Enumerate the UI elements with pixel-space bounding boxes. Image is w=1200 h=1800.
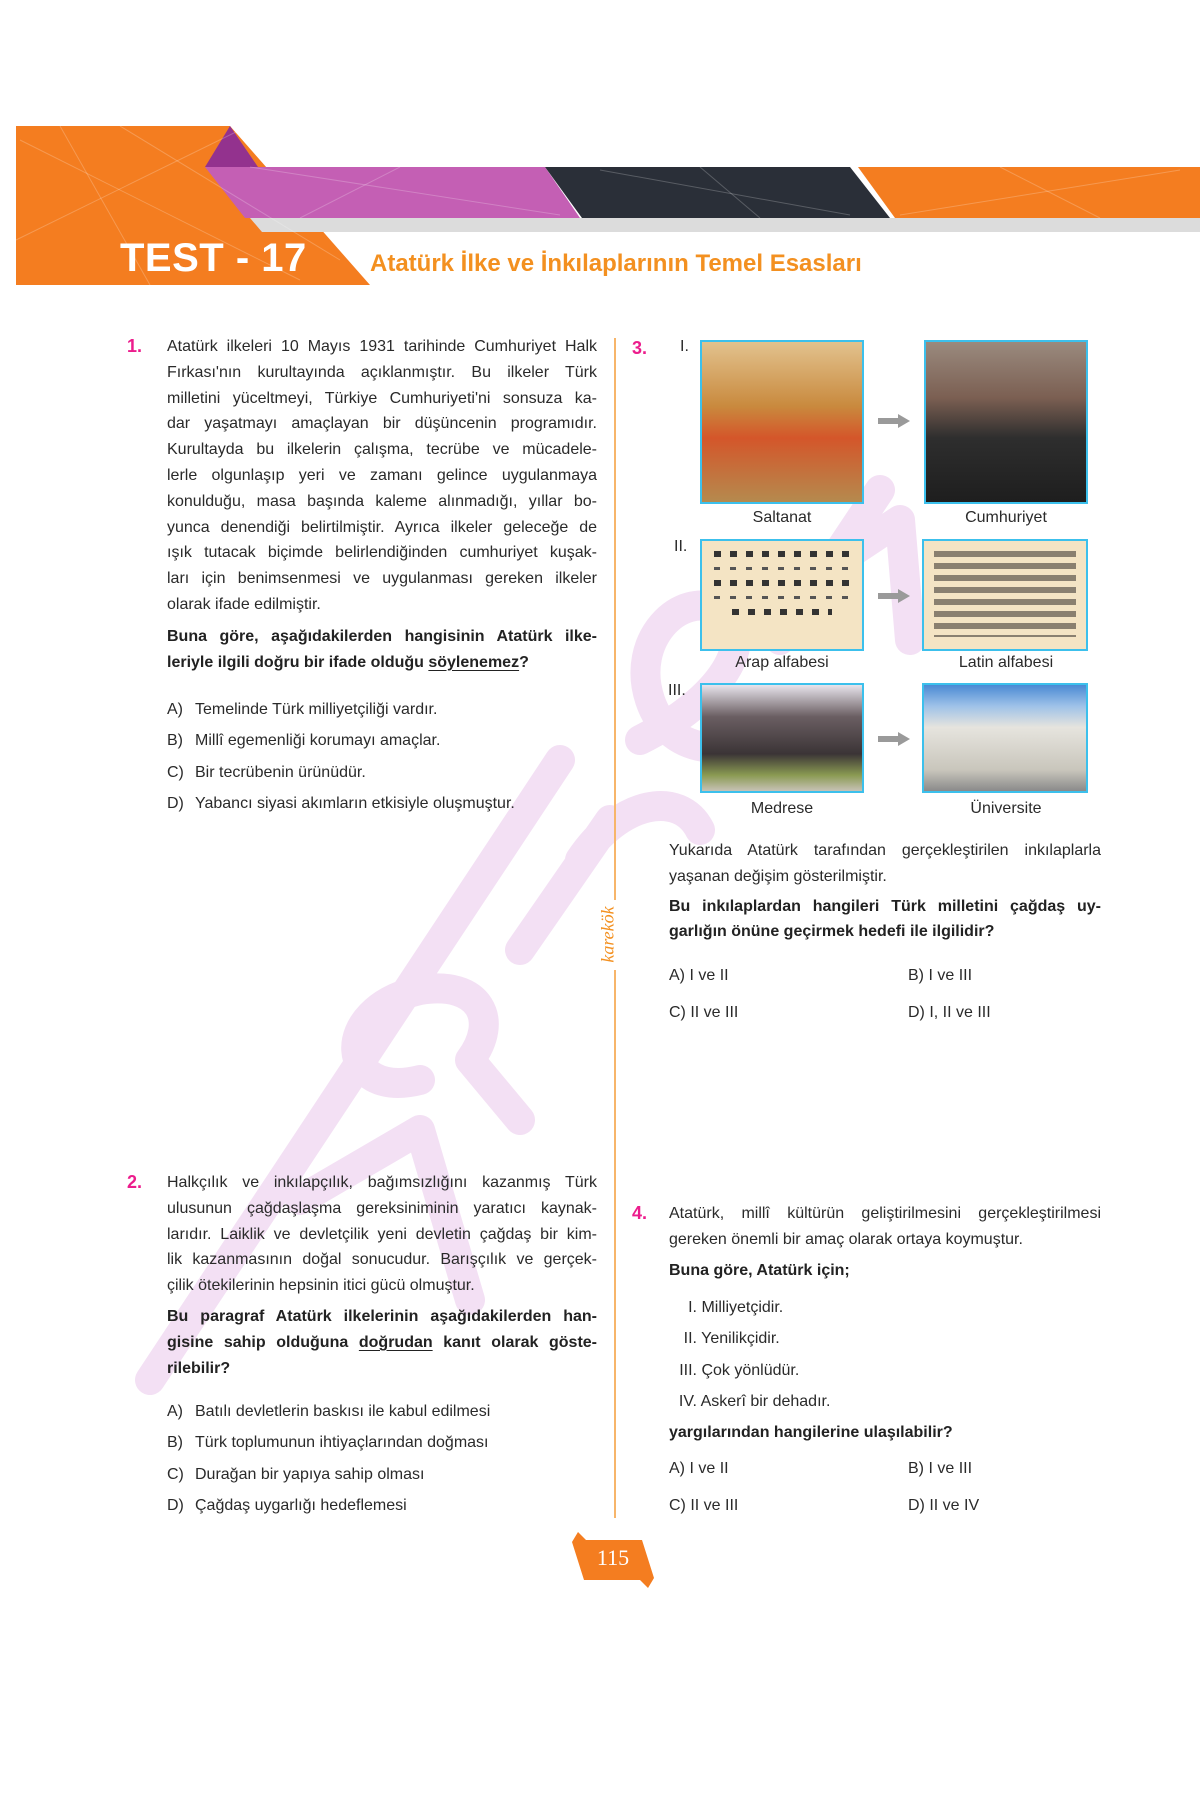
option-letter: D) bbox=[908, 1004, 925, 1021]
q2-question-text: kanıt olarak göste- bbox=[432, 1333, 597, 1351]
option-b[interactable] bbox=[167, 1427, 490, 1458]
q1-line: Kurultayda bu ilkelerin çalışma, tecrübe ve mücadele- bbox=[167, 441, 597, 459]
option-text: II ve III bbox=[690, 1497, 739, 1514]
option-a[interactable] bbox=[167, 1396, 490, 1427]
option-text: I ve II bbox=[689, 967, 729, 984]
statement bbox=[669, 1323, 953, 1354]
q1-question bbox=[167, 650, 597, 676]
universite-image bbox=[922, 683, 1088, 793]
option-letter: A) bbox=[167, 701, 183, 718]
q4-line: gereken önemli bir amaç olarak ortaya koymuştur. bbox=[669, 1230, 1023, 1248]
q3-question: Bu inkılaplardan hangileri Türk milletini çağdaş uy- bbox=[669, 897, 1101, 915]
test-subtitle: Atatürk İlke ve İnkılaplarının Temel Esasları bbox=[370, 250, 862, 277]
option-text: I ve III bbox=[928, 1460, 973, 1477]
q2-line: Halkçılık ve inkılapçılık, bağımsızlığını kazanmış Türk bbox=[167, 1174, 597, 1191]
question-2 bbox=[167, 1170, 597, 1381]
q1-line: yunca denendiği belirtilmiştir. Ayrıca ilkeler geleceğe de bbox=[167, 518, 597, 536]
option-letter: A) bbox=[669, 1460, 685, 1477]
option-letter: C) bbox=[669, 1004, 686, 1021]
q1-line: Fırkası'nın kurultayında açıklanmıştır. Bu ilkeler Türk bbox=[167, 363, 597, 381]
q1-line: dar yaşatmayı amaçlayan bir düşüncenin programıdır. bbox=[167, 415, 597, 433]
question-number: 3. bbox=[632, 338, 648, 358]
option-d[interactable] bbox=[167, 1490, 490, 1521]
option-b[interactable] bbox=[908, 967, 972, 985]
statement-text: Çok yönlüdür. bbox=[701, 1361, 800, 1379]
q2-question-text: gisine sahip olduğuna bbox=[167, 1333, 359, 1351]
question-number: 2. bbox=[127, 1172, 143, 1192]
option-letter: B) bbox=[908, 967, 924, 984]
option-letter: B) bbox=[908, 1460, 924, 1477]
option-letter: D) bbox=[908, 1497, 925, 1514]
q2-question bbox=[167, 1330, 597, 1356]
q2-options bbox=[167, 1396, 490, 1521]
statement bbox=[669, 1355, 953, 1386]
arap-alfabesi-image bbox=[700, 539, 864, 651]
arrow-right-icon bbox=[878, 414, 910, 428]
image-caption: Arap alfabesi bbox=[735, 654, 829, 671]
option-letter: C) bbox=[167, 1465, 184, 1483]
statement-numeral: III. bbox=[679, 1361, 697, 1379]
q2-line: larıdır. Laiklik ve devletçilik yeni devletin çağdaş bir kim- bbox=[167, 1225, 597, 1243]
q4-lead: Buna göre, Atatürk için; bbox=[669, 1261, 850, 1279]
q1-line: olarak ifade edilmiştir. bbox=[167, 595, 321, 613]
q2-line: çilik ötekilerinin hepsinin itici gücü olmuştur. bbox=[167, 1277, 475, 1295]
option-c[interactable] bbox=[167, 757, 515, 788]
option-letter: C) bbox=[167, 763, 184, 781]
q3-line: Yukarıda Atatürk tarafından gerçekleştirilen inkılaplarla bbox=[669, 842, 1101, 859]
roman-numeral: II. bbox=[674, 538, 688, 555]
option-text: Bir tecrübenin ürünüdür. bbox=[195, 763, 366, 781]
option-letter: B) bbox=[167, 732, 183, 750]
q1-line: ışık tutacak biçimde belirlendiğinden cumhuriyet kuşak- bbox=[167, 544, 597, 562]
option-text: Türk toplumunun ihtiyaçlarından doğması bbox=[195, 1434, 489, 1452]
statement-numeral: IV. bbox=[678, 1392, 697, 1410]
option-text: Çağdaş uygarlığı hedeflemesi bbox=[195, 1496, 407, 1514]
roman-numeral: I. bbox=[680, 338, 689, 355]
option-text: Durağan bir yapıya sahip olması bbox=[195, 1465, 425, 1483]
page-number: 115 bbox=[596, 1545, 630, 1570]
q1-options bbox=[167, 694, 515, 819]
q2-question: rilebilir? bbox=[167, 1359, 231, 1377]
statement-text: Yenilikçidir. bbox=[701, 1330, 780, 1348]
option-a[interactable] bbox=[669, 967, 729, 985]
option-d[interactable] bbox=[167, 788, 515, 819]
option-text: Millî egemenliği korumayı amaçlar. bbox=[195, 732, 441, 750]
cumhuriyet-image bbox=[924, 340, 1088, 504]
question-3 bbox=[669, 838, 1101, 945]
option-d[interactable] bbox=[908, 1004, 991, 1022]
q1-line: milletini yüceltmeyi, Türkiye Cumhuriyeti'ni sonsuza ka- bbox=[167, 389, 597, 407]
statement-numeral: II. bbox=[683, 1330, 697, 1348]
option-text: Yabancı siyasi akımların etkisiyle oluşmuştur. bbox=[195, 794, 515, 812]
option-letter: A) bbox=[669, 967, 685, 984]
image-caption: Saltanat bbox=[752, 509, 812, 526]
q2-question-emphasis: doğrudan bbox=[358, 1333, 433, 1351]
q1-line: konulduğu, masa başında kaleme alınmadığı, yıllar bo- bbox=[167, 492, 597, 510]
medrese-image bbox=[700, 683, 864, 793]
saltanat-image bbox=[700, 340, 864, 504]
q1-question: Buna göre, aşağıdakilerden hangisinin Atatürk ilke- bbox=[167, 627, 597, 645]
option-letter: C) bbox=[669, 1497, 686, 1514]
karekok-side-label bbox=[598, 900, 632, 970]
option-c[interactable] bbox=[669, 1497, 738, 1515]
option-b[interactable] bbox=[167, 725, 515, 756]
option-c[interactable] bbox=[167, 1459, 490, 1490]
q1-question-text: leriyle ilgili doğru bir ifade olduğu bbox=[167, 653, 429, 671]
statement-text: Milliyetçidir. bbox=[701, 1299, 784, 1316]
statement-numeral: I. bbox=[688, 1299, 697, 1316]
q2-line: lik kazanmasının doğal sonucudur. Barışçılık ve gerçek- bbox=[167, 1251, 597, 1269]
statement bbox=[669, 1292, 953, 1323]
option-a[interactable] bbox=[167, 694, 515, 725]
option-text: I ve III bbox=[928, 967, 973, 984]
arrow-right-icon bbox=[878, 732, 910, 746]
option-letter: D) bbox=[167, 1496, 184, 1514]
q1-question-text: ? bbox=[519, 653, 529, 671]
roman-numeral: III. bbox=[668, 682, 686, 699]
q4-question: yargılarından hangilerine ulaşılabilir? bbox=[669, 1424, 953, 1442]
option-text: Batılı devletlerin baskısı ile kabul edilmesi bbox=[195, 1403, 491, 1420]
q2-question: Bu paragraf Atatürk ilkelerinin aşağıdakilerden han- bbox=[167, 1307, 597, 1325]
q1-question-emphasis: söylenemez bbox=[428, 653, 520, 671]
option-letter: B) bbox=[167, 1434, 183, 1452]
option-a[interactable] bbox=[669, 1460, 729, 1478]
q4-statements bbox=[669, 1292, 953, 1448]
question-1 bbox=[167, 334, 597, 675]
q4-line: Atatürk, millî kültürün geliştirilmesini gerçekleştirilmesi bbox=[669, 1205, 1101, 1222]
q3-line: yaşanan değişim gösterilmiştir. bbox=[669, 867, 887, 885]
karekok-label: karekök bbox=[598, 906, 618, 963]
option-letter: A) bbox=[167, 1403, 183, 1420]
option-b[interactable] bbox=[908, 1460, 972, 1478]
q3-question: garlığın önüne geçirmek hedefi ile ilgilidir? bbox=[669, 923, 995, 941]
test-label: TEST - 17 bbox=[120, 236, 307, 280]
page-number-badge bbox=[572, 1532, 654, 1588]
image-caption: Medrese bbox=[750, 800, 814, 817]
option-text: II ve III bbox=[690, 1004, 739, 1021]
option-text: II ve IV bbox=[929, 1497, 980, 1514]
option-text: I, II ve III bbox=[929, 1004, 991, 1021]
image-caption: Cumhuriyet bbox=[965, 509, 1047, 526]
question-number: 1. bbox=[127, 336, 143, 356]
statement-text: Askerî bir dehadır. bbox=[700, 1392, 831, 1410]
latin-alfabesi-image bbox=[922, 539, 1088, 651]
q2-line: ulusunun çağdaşlaşma gereksiniminin yaratıcı kaynak- bbox=[167, 1199, 597, 1217]
arrow-right-icon bbox=[878, 589, 910, 603]
question-4 bbox=[669, 1201, 1101, 1283]
option-text: Temelinde Türk milliyetçiliği vardır. bbox=[195, 701, 438, 718]
image-caption: Latin alfabesi bbox=[958, 654, 1054, 671]
option-c[interactable] bbox=[669, 1004, 738, 1022]
q1-line: lerle olgunlaşıp yeri ve zamanı gelince uygulanmaya bbox=[167, 466, 597, 484]
statement bbox=[669, 1386, 953, 1417]
option-letter: D) bbox=[167, 794, 184, 812]
q1-line: ları için benimsenmesi ve uygulanması gereken ilkeler bbox=[167, 570, 597, 588]
q1-line: Atatürk ilkeleri 10 Mayıs 1931 tarihinde Cumhuriyet Halk bbox=[167, 338, 597, 355]
option-text: I ve II bbox=[689, 1460, 729, 1477]
option-d[interactable] bbox=[908, 1497, 979, 1515]
question-number: 4. bbox=[632, 1203, 648, 1223]
image-caption: Üniversite bbox=[970, 800, 1042, 817]
